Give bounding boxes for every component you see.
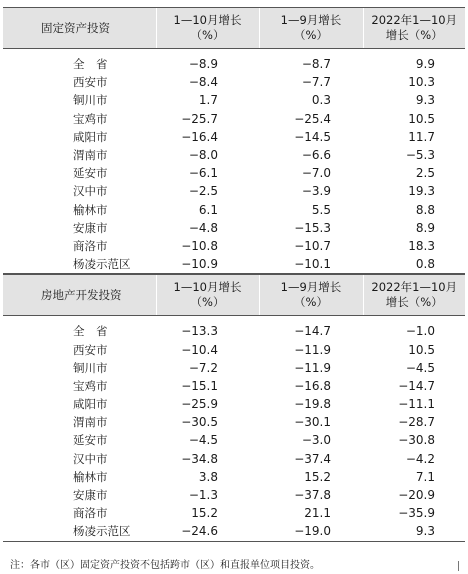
- table-row: [3, 522, 465, 541]
- table-row: [3, 431, 465, 449]
- table-row: [3, 450, 465, 468]
- growth-2022-cell: 10.3: [408, 75, 435, 90]
- growth-2022-cell: 2.5: [415, 166, 435, 181]
- sep-growth-cell: 0.3: [311, 93, 331, 108]
- growth-2022-cell: 8.9: [415, 220, 435, 235]
- table-row: [3, 110, 465, 128]
- region-cell: 商洛市: [73, 506, 108, 521]
- growth-2022-cell: −20.9: [398, 488, 435, 503]
- sep-growth-cell: 5.5: [311, 202, 331, 217]
- growth-2022-cell: 9.3: [415, 93, 435, 108]
- oct-growth-cell: −4.5: [188, 433, 218, 448]
- table-row: [3, 504, 465, 522]
- table-row: [3, 468, 465, 486]
- sep-growth-cell: −10.7: [294, 238, 331, 253]
- sep-growth-cell: −25.4: [294, 111, 331, 126]
- table-row: [3, 146, 465, 164]
- growth-2022-cell: 9.3: [363, 522, 465, 541]
- footnote: 注：各市（区）固定资产投资不包括跨市（区）和直报单位项目投资。: [10, 560, 320, 571]
- growth-2022-cell: −1.0: [405, 324, 435, 339]
- fixed-asset-investment-table: [3, 7, 465, 274]
- sep-growth-cell: −6.6: [301, 148, 331, 163]
- growth-2022-cell: −35.9: [398, 506, 435, 521]
- region-cell: 杨凌示范区: [3, 522, 156, 541]
- sep-growth-cell: −16.8: [294, 378, 331, 393]
- growth-2022-cell: 11.7: [408, 129, 435, 144]
- oct-growth-cell: 3.8: [198, 469, 218, 484]
- oct-growth-cell: −25.7: [181, 111, 218, 126]
- growth-2022-cell: 10.5: [408, 111, 435, 126]
- region-cell: 全 省: [73, 324, 108, 339]
- header-row: [3, 8, 465, 49]
- sep-growth-cell: −30.1: [294, 415, 331, 430]
- sep-growth-cell: −7.7: [301, 75, 331, 90]
- growth-2022-cell: 19.3: [408, 184, 435, 199]
- growth-2022-cell: −28.7: [398, 415, 435, 430]
- region-cell: 安康市: [73, 220, 108, 235]
- sep-growth-cell: −11.9: [294, 360, 331, 375]
- table-row: [3, 219, 465, 237]
- table-row: [3, 128, 465, 146]
- table-row: [3, 73, 465, 91]
- region-cell: 西安市: [73, 342, 108, 357]
- table-row: [3, 201, 465, 219]
- region-cell: 宝鸡市: [73, 378, 108, 393]
- sep-growth-cell: −7.0: [301, 166, 331, 181]
- sep-growth-cell: −19.0: [259, 522, 363, 541]
- page-edge-mark: [458, 561, 459, 571]
- oct-growth-cell: −2.5: [188, 184, 218, 199]
- sep-growth-cell: −14.7: [294, 324, 331, 339]
- region-cell: 铜川市: [73, 93, 108, 108]
- sep-growth-cell: −14.5: [294, 129, 331, 144]
- growth-2022-cell: 0.8: [363, 255, 465, 274]
- growth-2022-cell: −11.1: [398, 397, 435, 412]
- region-cell: 咸阳市: [73, 129, 108, 144]
- oct-growth-cell: −8.0: [188, 148, 218, 163]
- oct-growth-cell: 6.1: [198, 202, 218, 217]
- table-body: [3, 316, 465, 541]
- sep-growth-cell: −3.9: [301, 184, 331, 199]
- col-header-sep: 1—9月增长 （%）: [259, 275, 363, 316]
- table-row: [3, 182, 465, 200]
- oct-growth-cell: −7.2: [188, 360, 218, 375]
- oct-growth-cell: −16.4: [181, 129, 218, 144]
- region-cell: 延安市: [73, 166, 108, 181]
- oct-growth-cell: −10.4: [181, 342, 218, 357]
- oct-growth-cell: −24.6: [156, 522, 259, 541]
- growth-2022-cell: 7.1: [415, 469, 435, 484]
- sep-growth-cell: −11.9: [294, 342, 331, 357]
- oct-growth-cell: −1.3: [188, 488, 218, 503]
- oct-growth-cell: −10.9: [156, 255, 259, 274]
- region-cell: 铜川市: [73, 360, 108, 375]
- table-row: [3, 486, 465, 504]
- table-row: [3, 413, 465, 431]
- category-header: 固定资产投资: [3, 8, 156, 49]
- table-row: [3, 340, 465, 358]
- sep-growth-cell: −3.0: [301, 433, 331, 448]
- table-row: [3, 164, 465, 182]
- growth-2022-cell: 8.8: [415, 202, 435, 217]
- table-row: [3, 91, 465, 109]
- sep-growth-cell: −19.8: [294, 397, 331, 412]
- region-cell: 安康市: [73, 488, 108, 503]
- growth-2022-cell: −5.3: [405, 148, 435, 163]
- region-cell: 汉中市: [73, 184, 108, 199]
- table-row: [3, 395, 465, 413]
- sep-growth-cell: −37.8: [294, 488, 331, 503]
- sep-growth-cell: −15.3: [294, 220, 331, 235]
- col-header-2022: 2022年1—10月 增长（%）: [363, 275, 465, 316]
- growth-2022-cell: −4.5: [405, 360, 435, 375]
- region-cell: 渭南市: [73, 415, 108, 430]
- growth-2022-cell: 9.9: [415, 57, 435, 72]
- col-header-sep: 1—9月增长 （%）: [259, 8, 363, 49]
- oct-growth-cell: 1.7: [198, 93, 218, 108]
- table-row: [3, 377, 465, 395]
- region-cell: 渭南市: [73, 148, 108, 163]
- region-cell: 西安市: [73, 75, 108, 90]
- growth-2022-cell: 18.3: [408, 238, 435, 253]
- region-cell: 宝鸡市: [73, 111, 108, 126]
- growth-2022-cell: −30.8: [398, 433, 435, 448]
- header-row: [3, 275, 465, 316]
- region-cell: 汉中市: [73, 451, 108, 466]
- region-cell: 延安市: [73, 433, 108, 448]
- category-header: 房地产开发投资: [3, 275, 156, 316]
- sep-growth-cell: −37.4: [294, 451, 331, 466]
- oct-growth-cell: 15.2: [191, 506, 218, 521]
- region-cell: 咸阳市: [73, 397, 108, 412]
- sep-growth-cell: −10.1: [259, 255, 363, 274]
- col-header-2022: 2022年1—10月 增长（%）: [363, 8, 465, 49]
- growth-2022-cell: −4.2: [405, 451, 435, 466]
- oct-growth-cell: −13.3: [181, 324, 218, 339]
- growth-2022-cell: 10.5: [408, 342, 435, 357]
- table-body: [3, 49, 465, 274]
- growth-2022-cell: −14.7: [398, 378, 435, 393]
- table-row: [3, 359, 465, 377]
- region-cell: 商洛市: [73, 238, 108, 253]
- region-cell: 榆林市: [73, 469, 108, 484]
- oct-growth-cell: −10.8: [181, 238, 218, 253]
- oct-growth-cell: −8.4: [188, 75, 218, 90]
- oct-growth-cell: −34.8: [181, 451, 218, 466]
- real-estate-investment-table: [3, 274, 465, 541]
- oct-growth-cell: −15.1: [181, 378, 218, 393]
- sep-growth-cell: 21.1: [304, 506, 331, 521]
- oct-growth-cell: −6.1: [188, 166, 218, 181]
- col-header-oct: 1—10月增长 （%）: [156, 275, 259, 316]
- oct-growth-cell: −4.8: [188, 220, 218, 235]
- table-row: [3, 255, 465, 274]
- table-row: [3, 322, 465, 340]
- oct-growth-cell: −8.9: [188, 57, 218, 72]
- table-row: [3, 55, 465, 73]
- oct-growth-cell: −25.9: [181, 397, 218, 412]
- sep-growth-cell: 15.2: [304, 469, 331, 484]
- sep-growth-cell: −8.7: [301, 57, 331, 72]
- investment-tables: [3, 7, 465, 542]
- col-header-oct: 1—10月增长 （%）: [156, 8, 259, 49]
- region-cell: 杨凌示范区: [3, 255, 156, 274]
- region-cell: 榆林市: [73, 202, 108, 217]
- region-cell: 全 省: [73, 57, 108, 72]
- table-row: [3, 237, 465, 255]
- oct-growth-cell: −30.5: [181, 415, 218, 430]
